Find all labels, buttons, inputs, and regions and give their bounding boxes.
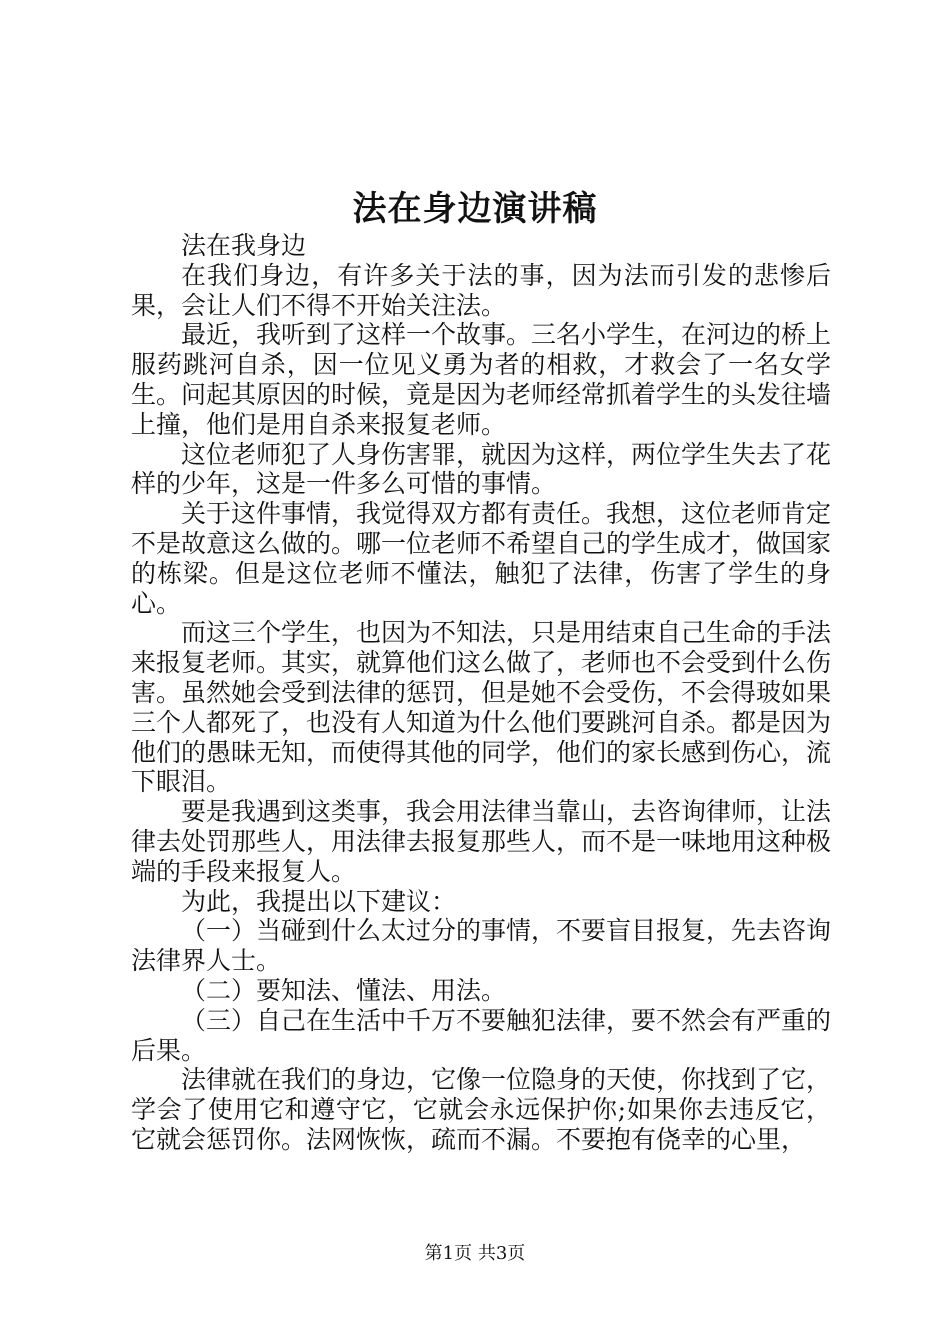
paragraph: 为此，我提出以下建议： bbox=[181, 886, 457, 916]
paragraph: 而这三个学生，也因为不知法，只是用结束自己生命的手法来报复老师。其实，就算他们这么做了，老师也不会受到什么伤害。虽然她会受到法律的惩罚，但是她不会受伤，不会得玻如果三个人都死了，也没有人知道为什么他们要跳河自杀。都是因为他们的愚昧无知，而使得其他的同学，他们的家长感到伤心，流下眼泪。 bbox=[131, 618, 832, 797]
paragraph: 法律就在我们的身边，它像一位隐身的天使，你找到了它，学会了使用它和遵守它，它就会永远保护你;如果你去违反它，它就会惩罚你。法网恢恢，疏而不漏。不要抱有侥幸的心里， bbox=[131, 1065, 832, 1154]
page-number: 第1页 共3页 bbox=[424, 1243, 526, 1264]
paragraph: （一）当碰到什么太过分的事情，不要盲目报复，先去咨询法律界人士。 bbox=[131, 916, 832, 976]
paragraph: 关于这件事情，我觉得双方都有责任。我想，这位老师肯定不是故意这么做的。哪一位老师不希望自己的学生成才，做国家的栋梁。但是这位老师不懂法，触犯了法律，伤害了学生的身心。 bbox=[131, 499, 832, 618]
paragraph: （三）自己在生活中千万不要触犯法律，要不然会有严重的后果。 bbox=[131, 1005, 832, 1065]
document-body bbox=[131, 231, 831, 1155]
paragraph: 这位老师犯了人身伤害罪，就因为这样，两位学生失去了花样的少年，这是一件多么可惜的事情。 bbox=[131, 439, 832, 499]
page-title: 法在身边演讲稿 bbox=[352, 189, 598, 229]
paragraph: （二）要知法、懂法、用法。 bbox=[181, 975, 507, 1005]
paragraph: 在我们身边，有许多关于法的事，因为法而引发的悲惨后果，会让人们不得不开始关注法。 bbox=[131, 260, 831, 320]
paragraph: 最近，我听到了这样一个故事。三名小学生，在河边的桥上服药跳河自杀，因一位见义勇为者的相救，才救会了一名女学生。问起其原因的时候，竟是因为老师经常抓着学生的头发往墙上撞，他们是用自杀来报复老师。 bbox=[131, 320, 832, 439]
paragraph: 法在我身边 bbox=[181, 231, 307, 260]
paragraph: 要是我遇到这类事，我会用法律当靠山，去咨询律师，让法律去处罚那些人，用法律去报复那些人，而不是一味地用这种极端的手段来报复人。 bbox=[131, 797, 832, 886]
